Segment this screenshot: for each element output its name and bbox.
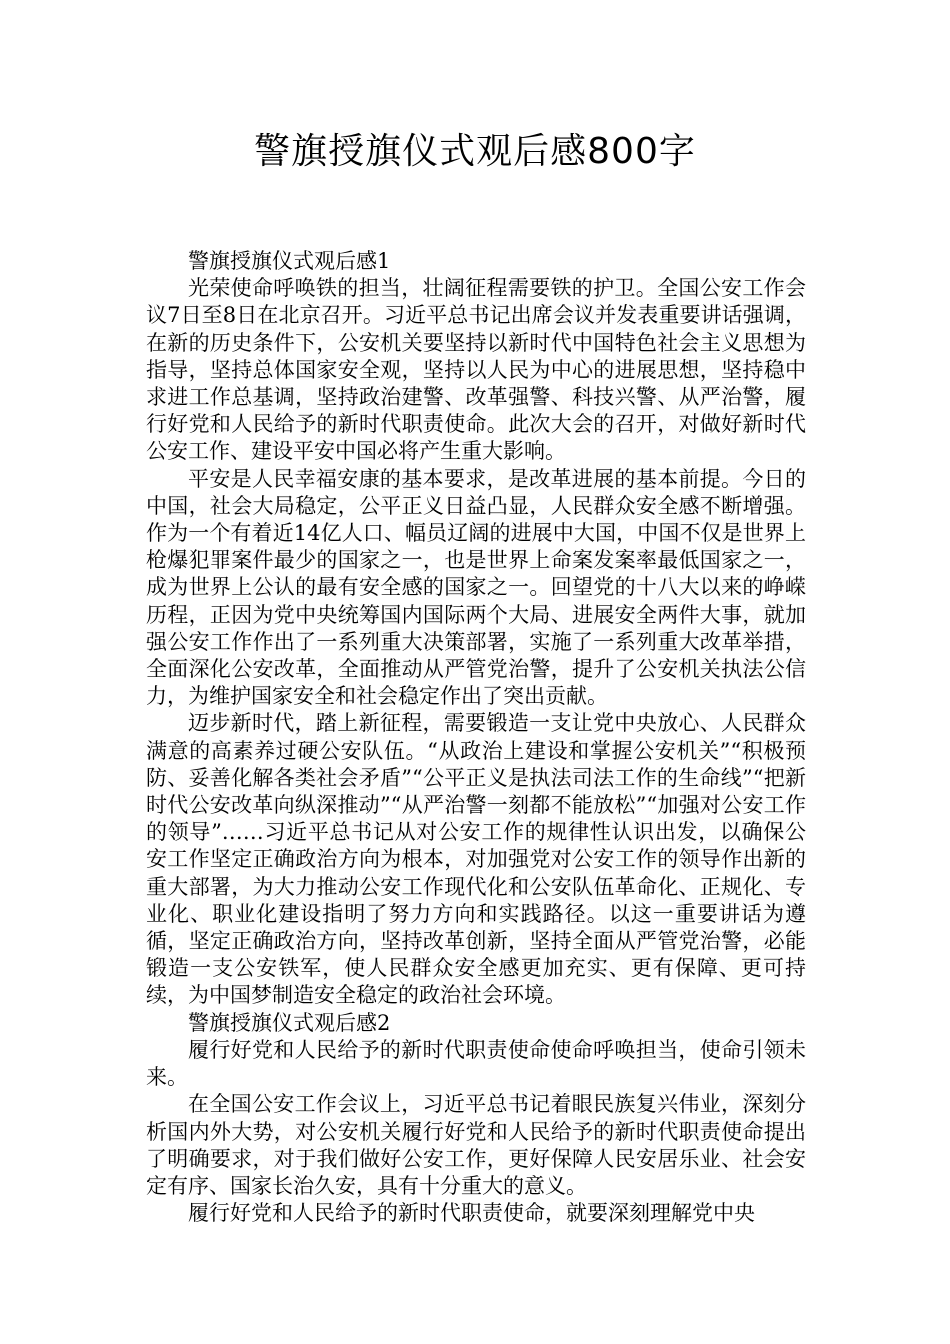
document-body <box>146 248 806 1227</box>
paragraph: 在全国公安工作会议上，习近平总书记着眼民族复兴伟业，深刻分析国内外大势，对公安机关履行好党和人民给予的新时代职责使命提出了明确要求，对于我们做好公安工作，更好保障人民安居乐业、社会安定有序、国家长治久安，具有十分重大的意义。 <box>146 1092 806 1198</box>
paragraph: 迈步新时代，踏上新征程，需要锻造一支让党中央放心、人民群众满意的高素养过硬公安队伍。“从政治上建设和掌握公安机关”“积极预防、妥善化解各类社会矛盾”“公平正义是执法司法工作的生命线”“把新时代公安改革向纵深推动”“从严治警一刻都不能放松”“加强对公安工作的领导”……习近平总书记从对公安工作的规律性认识出发，以确保公安工作坚定正确政治方向为根本，对加强党对公安工作的领导作出新的重大部署，为大力推动公安工作现代化和公安队伍革命化、正规化、专业化、职业化建设指明了努力方向和实践路径。以这一重要讲话为遵循，坚定正确政治方向，坚持改革创新，坚持全面从严管党治警，必能锻造一支公安铁军，使人民群众安全感更加充实、更有保障、更可持续，为中国梦制造安全稳定的政治社会环境。 <box>146 711 806 1008</box>
paragraph: 履行好党和人民给予的新时代职责使命，就要深刻理解党中央 <box>188 1201 755 1226</box>
document-title: 警旗授旗仪式观后感800字 <box>254 131 696 172</box>
section-heading-1: 警旗授旗仪式观后感1 <box>188 249 391 273</box>
paragraph: 履行好党和人民给予的新时代职责使命使命呼唤担当，使命引领未来。 <box>146 1037 806 1090</box>
section-heading-2: 警旗授旗仪式观后感2 <box>188 1010 391 1035</box>
paragraph: 光荣使命呼唤铁的担当，壮阔征程需要铁的护卫。全国公安工作会议7日至8日在北京召开。习近平总书记出席会议并发表重要讲话强调，在新的历史条件下，公安机关要坚持以新时代中国特色社会主义思想为指导，坚持总体国家安全观，坚持以人民为中心的进展思想，坚持稳中求进工作总基调，坚持政治建警、改革强警、科技兴警、从严治警，履行好党和人民给予的新时代职责使命。此次大会的召开，对做好新时代公安工作、建设平安中国必将产生重大影响。 <box>146 276 806 464</box>
paragraph: 平安是人民幸福安康的基本要求，是改革进展的基本前提。今日的中国，社会大局稳定，公平正义日益凸显，人民群众安全感不断增强。作为一个有着近14亿人口、幅员辽阔的进展中大国，中国不仅是世界上枪爆犯罪案件最少的国家之一，也是世界上命案发案率最低国家之一，成为世界上公认的最有安全感的国家之一。回望党的十八大以来的峥嵘历程，正因为党中央统筹国内国际两个大局、进展安全两件大事，就加强公安工作作出了一系列重大决策部署，实施了一系列重大改革举措，全面深化公安改革，全面推动从严管党治警，提升了公安机关执法公信力，为维护国家安全和社会稳定作出了突出贡献。 <box>146 466 806 709</box>
